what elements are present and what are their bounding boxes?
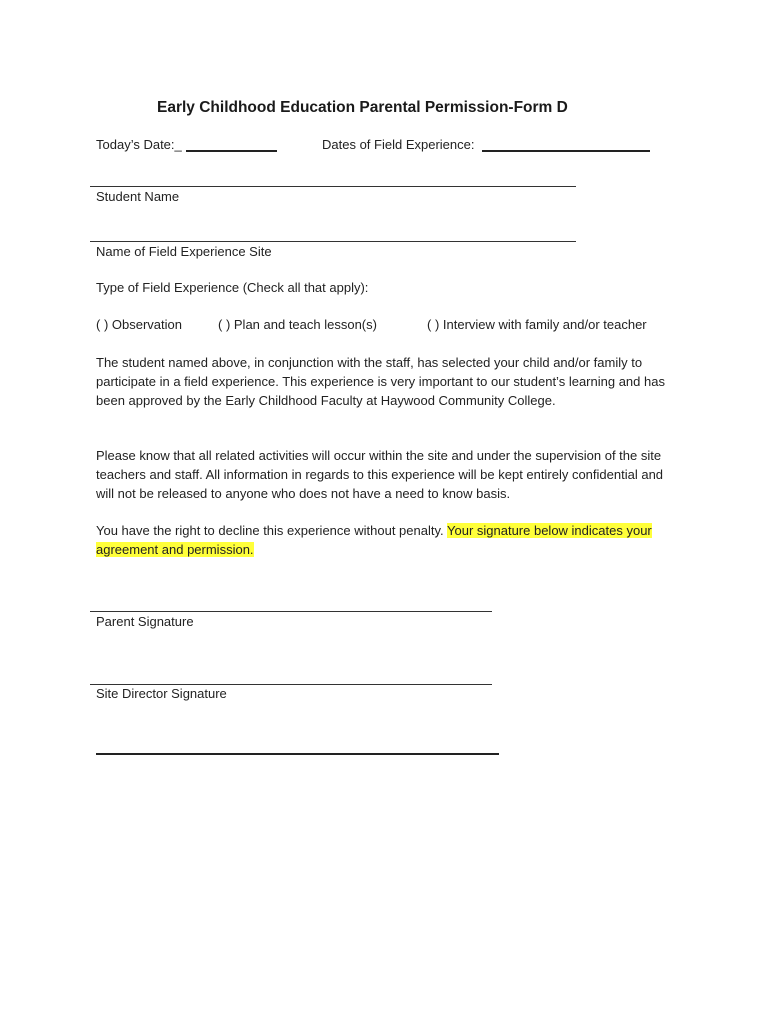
site-name-label: Name of Field Experience Site	[96, 244, 272, 259]
form-title: Early Childhood Education Parental Permission-Form D	[157, 99, 568, 116]
parent-signature-line[interactable]	[90, 611, 492, 612]
student-name-line[interactable]	[90, 186, 576, 187]
todays-date-label: Today’s Date:_	[96, 137, 182, 152]
paragraph-intro: The student named above, in conjunction with the staff, has selected your child and/or family to participate in a field experience. This experience is very important to our student’s learning and has been approved by the Early Childhood Faculty at Haywood Community College.	[96, 355, 665, 408]
dates-field-label: Dates of Field Experience:	[322, 137, 475, 152]
student-name-label: Student Name	[96, 189, 180, 204]
type-label: Type of Field Experience (Check all that apply):	[96, 280, 369, 295]
paragraph-confidential: Please know that all related activities will occur within the site and under the supervision of the site teachers and staff. All information in regards to this experience will be kept entirely confidential and will not be released to anyone who does not have a need to know basis.	[96, 448, 664, 501]
paragraph-right-to-decline	[96, 521, 676, 559]
site-director-signature-line[interactable]	[90, 684, 492, 685]
option-interview[interactable]: ( ) Interview with family and/or teacher	[427, 317, 647, 332]
option-observation[interactable]: ( ) Observation	[96, 317, 182, 332]
site-director-signature-label: Site Director Signature	[96, 686, 227, 701]
agreement-highlight: Your signature below indicates your agreement and permission.	[96, 523, 652, 557]
decline-text: You have the right to decline this experience without penalty.	[96, 523, 447, 538]
site-name-line[interactable]	[90, 241, 576, 242]
option-plan-teach[interactable]: ( ) Plan and teach lesson(s)	[218, 317, 377, 332]
todays-date-field[interactable]	[186, 150, 277, 152]
parent-signature-label: Parent Signature	[96, 614, 194, 629]
extra-signature-line[interactable]	[96, 753, 499, 755]
dates-field-input[interactable]	[482, 150, 650, 152]
